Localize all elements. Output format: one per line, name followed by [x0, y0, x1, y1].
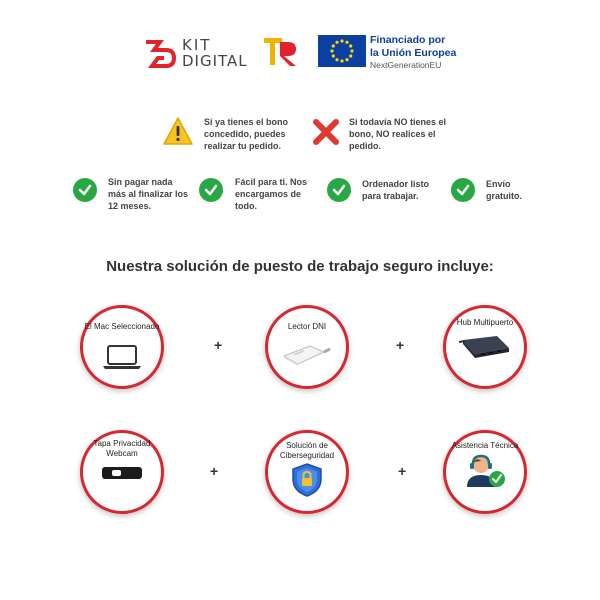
digital-text: DIGITAL [182, 52, 248, 70]
eu-title-line1: Financiado por [370, 34, 446, 46]
item-mac-label: El Mac Seleccionado [84, 322, 160, 331]
benefit-ready: Ordenador listo para trabajar. [362, 179, 430, 202]
item-hub-label: Hub Multipuerto [456, 318, 514, 327]
item-mac [80, 305, 164, 389]
check-icon [327, 178, 351, 202]
check-icon [451, 178, 475, 202]
check-icon [73, 178, 97, 202]
eu-subtitle: NextGenerationEU [370, 60, 442, 70]
warning-icon [162, 116, 194, 146]
notice-has-bono: Si ya tienes el bono concedido, puedes realizar tu pedido. [204, 117, 289, 152]
plus-sign: + [398, 463, 407, 479]
tr-logo-icon [262, 36, 300, 68]
benefit-no-payment: Sin pagar nada más al finalizar los 12 meses. [108, 177, 189, 212]
laptop-icon [102, 344, 142, 370]
item-dni-reader [265, 305, 349, 389]
support-agent-icon [463, 453, 507, 489]
card-reader-icon [280, 338, 334, 368]
plus-sign: + [214, 337, 223, 353]
kit-digital-logo [144, 36, 254, 70]
item-cybersecurity-label: Solución de Ciberseguridad [279, 441, 335, 460]
kit-text: KIT [182, 36, 212, 54]
benefit-easy: Fácil para ti. Nos encargamos de todo. [235, 177, 308, 212]
eu-funding-logo [318, 35, 468, 69]
benefit-free-shipping: Envío gratuito. [486, 179, 522, 202]
plus-sign: + [396, 337, 405, 353]
item-cybersecurity [265, 430, 349, 514]
eu-flag-icon [318, 35, 366, 67]
cross-icon [312, 118, 340, 146]
item-tech-support [443, 430, 527, 514]
item-tech-support-label: Asistencia Técnica [451, 441, 519, 450]
eu-title-line2: la Unión Europea [370, 47, 457, 59]
item-webcam-cover [80, 430, 164, 514]
item-webcam-cover-label: Tapa Privacidad Webcam [93, 439, 151, 458]
kit-digital-mark-icon [144, 38, 178, 68]
check-icon [199, 178, 223, 202]
webcam-cover-icon [100, 464, 144, 482]
item-hub [443, 305, 527, 389]
item-dni-reader-label: Lector DNI [287, 322, 327, 331]
plus-sign: + [210, 463, 219, 479]
section-headline: Nuestra solución de puesto de trabajo seguro incluye: [106, 258, 494, 275]
notice-no-bono: Si todavía NO tienes el bono, NO realices el pedido. [349, 117, 447, 152]
shield-lock-icon [290, 462, 324, 498]
usb-hub-icon [457, 332, 513, 362]
